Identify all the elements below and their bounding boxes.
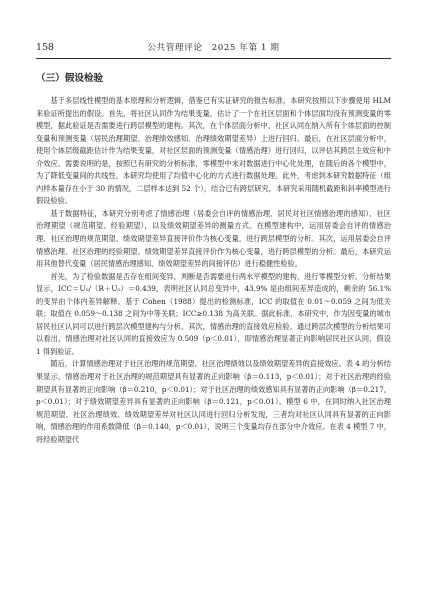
- paragraph: 随后，计算情感治理对于社区治理的规范期望、社区治理绩效以及绩效期望差异的直接效应。表 4 的分析结果显示，情感治理对于社区治理的规范期望具有显著的正向影响（β＝0.113，p＜0.01）；对于社区治理的经验期望具有显著的正向影响（β＝0.210，p＜0.01）；对于社区治理的绩效感知具有显著的正向影响（β＝0.217，p＜0.01）；对于绩效期望差异具有显著的正向影响（β＝0.121，p＜0.01）。模型 6 中，在同时纳入社区治理规范期望、社区治理绩效、绩效期望差异对社区认同进行回归分析发现，三者均对社区认同具有显著的正向影响，情感治理的作用系数降低（β＝0.140，p＜0.01），说明三个变量均存在部分中介效应。在表 4 模型 7 中，将经验期望代: [36, 359, 391, 444]
- section-heading: （三）假设检验: [36, 73, 104, 84]
- running-header: [36, 40, 391, 56]
- paragraph: 首先，为了检验数据是否存在组间变异，判断是否需要进行两水平模型的建构，进行零模型分析。分析结果显示，ICC＝U₀/（R＋U₀）＝0.439，表明社区认同总变异中，43.9% 是由组间差异造成的，剩余的 56.1% 的变异由个体内差异解释。基于 Cohen（1988）提出的检测标准，ICC 的取值在 0.01～0.059 之间为低关联；取值在 0.059～0.138 之间为中等关联；ICC≥0.138 为高关联。据此标准，本研究中，作为因变量的城市居民社区认同可以进行跨层次模型建构与分析。其次，情感治理的直接效应检验。通过跨层次模型的分析结果可以看出，情感治理对社区认同的直接效应为 0.509（p＜0.01），即情感治理显著正向影响居民社区认同，假设 1 得到验证。: [36, 271, 391, 356]
- body-text: [36, 95, 391, 446]
- paragraph: 基于数据特征，本研究分别考虑了情感治理（居委会自评的情感治理、居民对社区情感治理的感知）、社区治理期望（规范期望、经验期望），以及绩效期望差异的测量方式。在模型建构中，运用居委会自评的情感治理、社区治理的规范期望、绩效期望差异直接评价作为核心变量，进行跨层模型的分析。其次，运用居委会自评情感治理、社区治理的经验期望、绩效期望差异直接评价作为核心变量，进行跨层模型的分析。最后，本研究运用其他替代变量（居民情感治理感知、绩效期望差异的间接评估）进行稳健性检验。: [36, 208, 391, 269]
- header-rule: [36, 58, 391, 59]
- page-number: 158: [36, 42, 54, 53]
- paragraph: 基于多层线性模型的基本原理和分析逻辑，借鉴已有实证研究的报告标准，本研究按照以下步骤使用 HLM 来验证所提出的假设。首先，将社区认同作为结果变量，估计了一个在社区层面和个体层面均没有预测变量的零模型，据此验证是否需要进行跨层模型的建构。其次，在个体层面分析中，社区认同在纳入所有个体层面的控制变量和预测变量（居民治理期望、治理绩效感知、治理绩效期望差异）上进行回归。最后，在社区层面分析中，使用个体层级截距估计作为结果变量，对社区层面的预测变量（情感治理）进行回归，以评估其跨层主效应和中介效应。需要说明的是，按照已有研究的分析标准，零模型中未对数据进行中心化处理，在随后的各个模型中，为了降低变量间的共线性，本研究均使用了均值中心化的方式进行数据处理。此外，考虑到本研究数据特征（组内样本量存在小于 30 的情况，二层样本达到 52 个），结合已有跨层研究，本研究采用随机截距和斜率模型进行假设检验。: [36, 96, 391, 206]
- journal-info: 公共管理评论 2025 年第 1 期: [147, 43, 280, 53]
